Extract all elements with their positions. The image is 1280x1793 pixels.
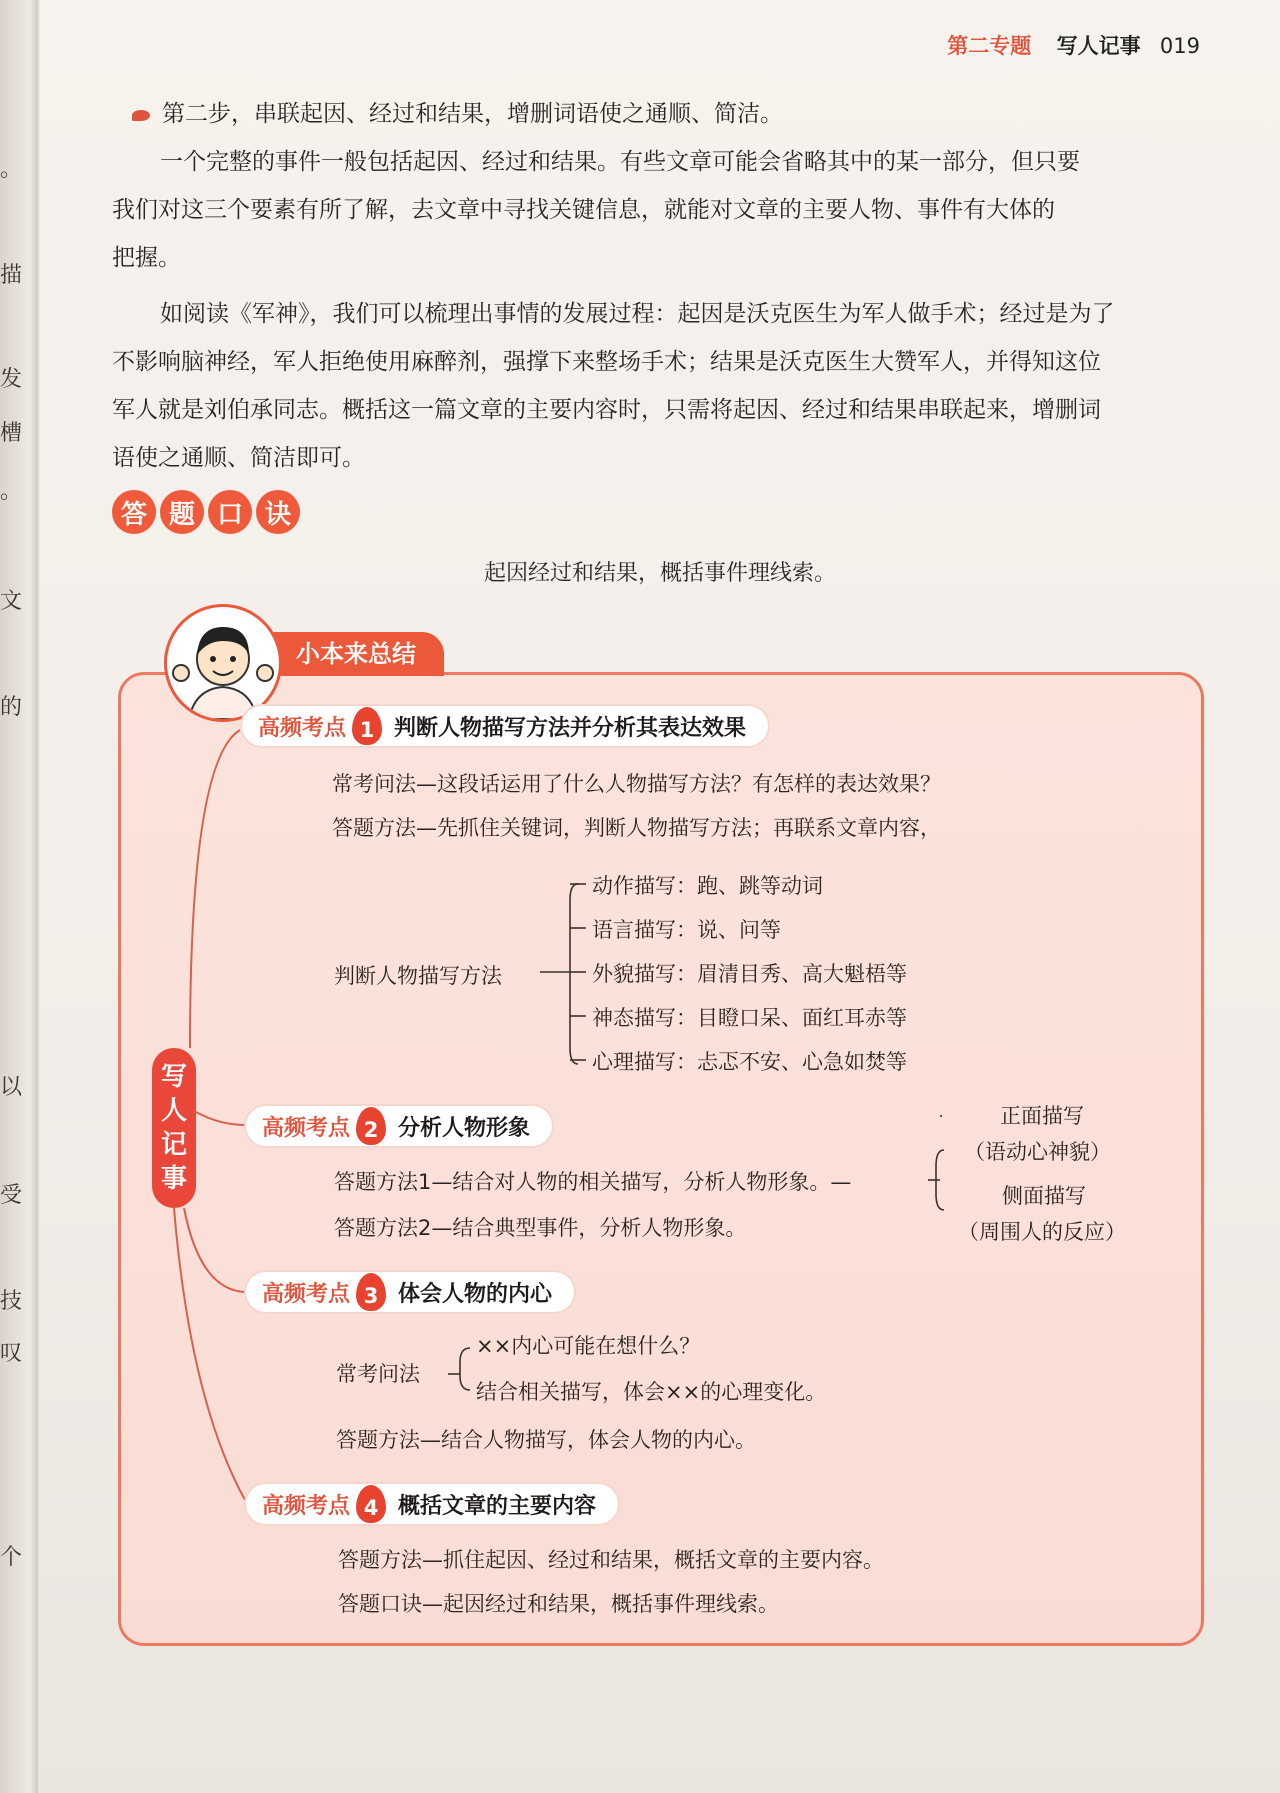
tag-char: 答 — [112, 490, 156, 534]
point-title: 体会人物的内心 — [398, 1281, 553, 1307]
point-2-side: 正面描写 — [1000, 1104, 1084, 1128]
point-2-side: （周围人的反应） — [958, 1220, 1126, 1244]
point-4-line-1: 答题方法—抓住起因、经过和结果，概括文章的主要内容。 — [338, 1548, 884, 1572]
prev-page-char: 槽 — [0, 421, 23, 446]
point-title: 概括文章的主要内容 — [398, 1493, 597, 1519]
flame-number-icon: 4 — [356, 1485, 386, 1523]
spine-char: 人 — [160, 1096, 187, 1126]
paragraph2-line2: 不影响脑神经，军人拒绝使用麻醉剂，强撑下来整场手术；结果是沃克医生大赞军人，并得知这位 — [112, 349, 1101, 375]
point-label: 高频考点 — [262, 1493, 351, 1519]
point-1-branch: 动作描写：跑、跳等动词 — [592, 874, 823, 898]
point-label: 高频考点 — [258, 715, 347, 741]
point-1-branch: 心理描写：忐忑不安、心急如焚等 — [592, 1050, 907, 1074]
flame-number-icon: 2 — [356, 1107, 386, 1145]
paragraph2-line4: 语使之通顺、简洁即可。 — [112, 445, 365, 471]
running-head-topic: 第二专题 — [947, 34, 1032, 58]
point-title: 判断人物描写方法并分析其表达效果 — [394, 715, 747, 741]
point-2-side: 侧面描写 — [1002, 1184, 1086, 1208]
page-number: 019 — [1159, 34, 1200, 58]
prev-page-char: 以 — [0, 1075, 23, 1100]
prev-page-char: 技 — [0, 1289, 23, 1314]
point-4-header — [246, 1484, 618, 1524]
prev-page-char: 描 — [0, 263, 23, 288]
prev-page-char: 发 — [0, 367, 23, 392]
point-1-branch-label: 判断人物描写方法 — [334, 964, 502, 988]
tag-char: 口 — [208, 490, 252, 534]
point-3-branch-label: 常考问法 — [336, 1362, 420, 1386]
previous-page-edge — [0, 0, 38, 1793]
spine-char: 记 — [160, 1130, 187, 1160]
point-label: 高频考点 — [262, 1281, 351, 1307]
paragraph2-line1: 如阅读《军神》，我们可以梳理出事情的发展过程：起因是沃克医生为军人做手术；经过是为了 — [160, 301, 1115, 327]
tag-char: 题 — [160, 490, 204, 534]
prev-page-char: 文 — [0, 589, 23, 614]
book-page — [40, 0, 1280, 1793]
point-1-branch: 语言描写：说、问等 — [592, 918, 781, 942]
tag-char: 诀 — [256, 490, 300, 534]
paragraph1-line1: 一个完整的事件一般包括起因、经过和结果。有些文章可能会省略其中的某一部分，但只要 — [160, 149, 1080, 175]
point-3-line-1: 答题方法—结合人物描写，体会人物的内心。 — [336, 1428, 756, 1452]
point-label: 高频考点 — [262, 1115, 351, 1141]
prev-page-char: 。 — [0, 157, 23, 182]
running-head-title: 写人记事 — [1056, 34, 1141, 58]
point-2-header — [246, 1106, 552, 1146]
point-3-header — [246, 1272, 574, 1312]
point-1-line-2: 答题方法—先抓住关键词，判断人物描写方法；再联系文章内容， — [332, 816, 941, 840]
spine-char: 事 — [160, 1164, 187, 1194]
prev-page-char: 个 — [0, 1545, 23, 1570]
paragraph1-line2: 我们对这三个要素有所了解，去文章中寻找关键信息，就能对文章的主要人物、事件有大体的 — [112, 197, 1055, 223]
flame-number-icon: 3 — [356, 1273, 386, 1311]
step-heading-text: 第二步，串联起因、经过和结果，增删词语使之通顺、简洁。 — [162, 101, 783, 127]
point-4-line-2: 答题口诀—起因经过和结果，概括事件理线索。 — [338, 1592, 779, 1616]
topic-spine — [152, 1048, 196, 1208]
point-1-branch: 外貌描写：眉清目秀、高大魁梧等 — [592, 962, 907, 986]
mnemonic-line: 起因经过和结果，概括事件理线索。 — [483, 561, 836, 586]
point-2-side: （语动心神貌） — [964, 1140, 1111, 1164]
point-title: 分析人物形象 — [398, 1115, 531, 1141]
spine-char: 写 — [160, 1062, 187, 1092]
paragraph1-line3: 把握。 — [112, 245, 181, 271]
point-1-branch: 神态描写：目瞪口呆、面红耳赤等 — [592, 1006, 907, 1030]
prev-page-char: 的 — [0, 695, 23, 720]
paragraph2-line3: 军人就是刘伯承同志。概括这一篇文章的主要内容时，只需将起因、经过和结果串联起来，增删词 — [112, 397, 1101, 423]
point-2-line-1: 答题方法1—结合对人物的相关描写，分析人物形象。— — [334, 1170, 852, 1194]
point-3-branch: ××内心可能在想什么？ — [476, 1334, 701, 1358]
prev-page-char: 受 — [0, 1183, 23, 1208]
prev-page-char: 。 — [0, 479, 23, 504]
summary-tab: 小本来总结 — [240, 632, 444, 676]
point-1-header — [242, 706, 768, 746]
point-2-line-2: 答题方法2—结合典型事件，分析人物形象。 — [334, 1216, 747, 1240]
prev-page-char: 叹 — [0, 1341, 23, 1366]
point-3-branch: 结合相关描写，体会××的心理变化。 — [476, 1380, 827, 1404]
point-1-line-1: 常考问法—这段话运用了什么人物描写方法？有怎样的表达效果？ — [332, 772, 941, 796]
flame-number-icon: 1 — [352, 707, 382, 745]
